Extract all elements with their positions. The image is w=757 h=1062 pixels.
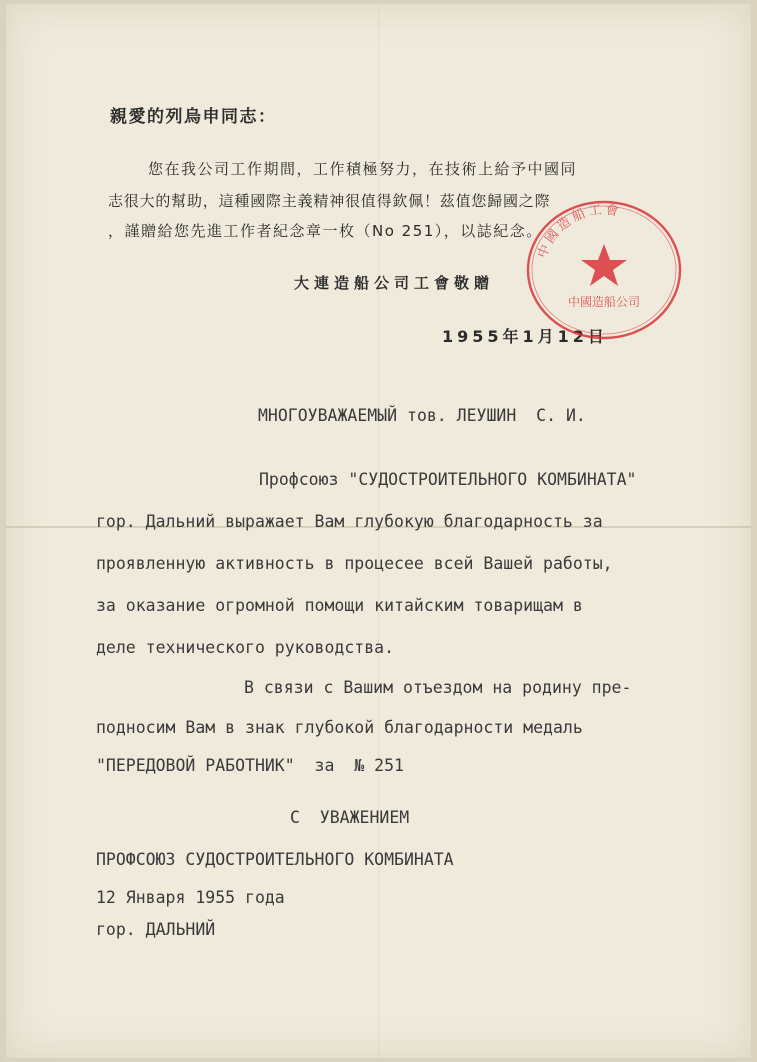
russian-date: 12 Января 1955 года — [96, 888, 285, 907]
russian-organization: ПРОФСОЮЗ СУДОСТРОИТЕЛЬНОГО КОМБИНАТА — [96, 850, 454, 869]
svg-text:中國造船工會 — [534, 203, 622, 261]
star-icon — [581, 244, 627, 286]
russian-greeting: МНОГОУВАЖАЕМЫЙ тов. ЛЕУШИН С. И. — [258, 406, 586, 425]
stamp-text-bottom: 中國造船公司 — [567, 295, 641, 309]
russian-paragraph-2-line-2: подносим Вам в знак глубокой благодарности медаль — [96, 718, 583, 737]
chinese-body-line-1: 您在我公司工作期間，工作積極努力，在技術上給予中國同 — [148, 160, 578, 178]
russian-paragraph-1-line-4: за оказание огромной помощи китайским товарищам в — [96, 596, 583, 615]
russian-paragraph-1-line-1: Профсоюз "СУДОСТРОИТЕЛЬНОГО КОМБИНАТА" — [259, 470, 637, 489]
stamp-text-top: 中國造船工會 — [535, 202, 623, 261]
russian-paragraph-1-line-3: проявленную активность в процесее всей Вашей работы, — [96, 554, 613, 573]
russian-paragraph-2-line-1: В связи с Вашим отъездом на родину пре- — [244, 678, 632, 697]
chinese-date: 1955年1月12日 — [442, 327, 608, 346]
red-seal-stamp — [522, 192, 686, 340]
russian-city: гор. ДАЛЬНИЙ — [96, 920, 216, 939]
letter-sheet — [6, 4, 751, 1058]
russian-paragraph-2-line-3: "ПЕРЕДОВОЙ РАБОТНИК" за № 251 — [96, 756, 404, 775]
russian-paragraph-1-line-5: деле технического руководства. — [96, 638, 395, 657]
russian-paragraph-1-line-2: гор. Дальний выражает Вам глубокую благодарность за — [96, 512, 603, 531]
chinese-body-line-2: 志很大的幫助，這種國際主義精神很值得欽佩！茲值您歸國之際 — [108, 192, 551, 210]
chinese-salutation: 親愛的列烏申同志： — [110, 107, 277, 127]
chinese-signature: 大連造船公司工會敬贈 — [294, 274, 495, 292]
russian-closing: С УВАЖЕНИЕМ — [290, 808, 410, 827]
chinese-body-line-3: ，謹贈給您先進工作者紀念章一枚（No 251），以誌紀念。 — [108, 222, 543, 240]
